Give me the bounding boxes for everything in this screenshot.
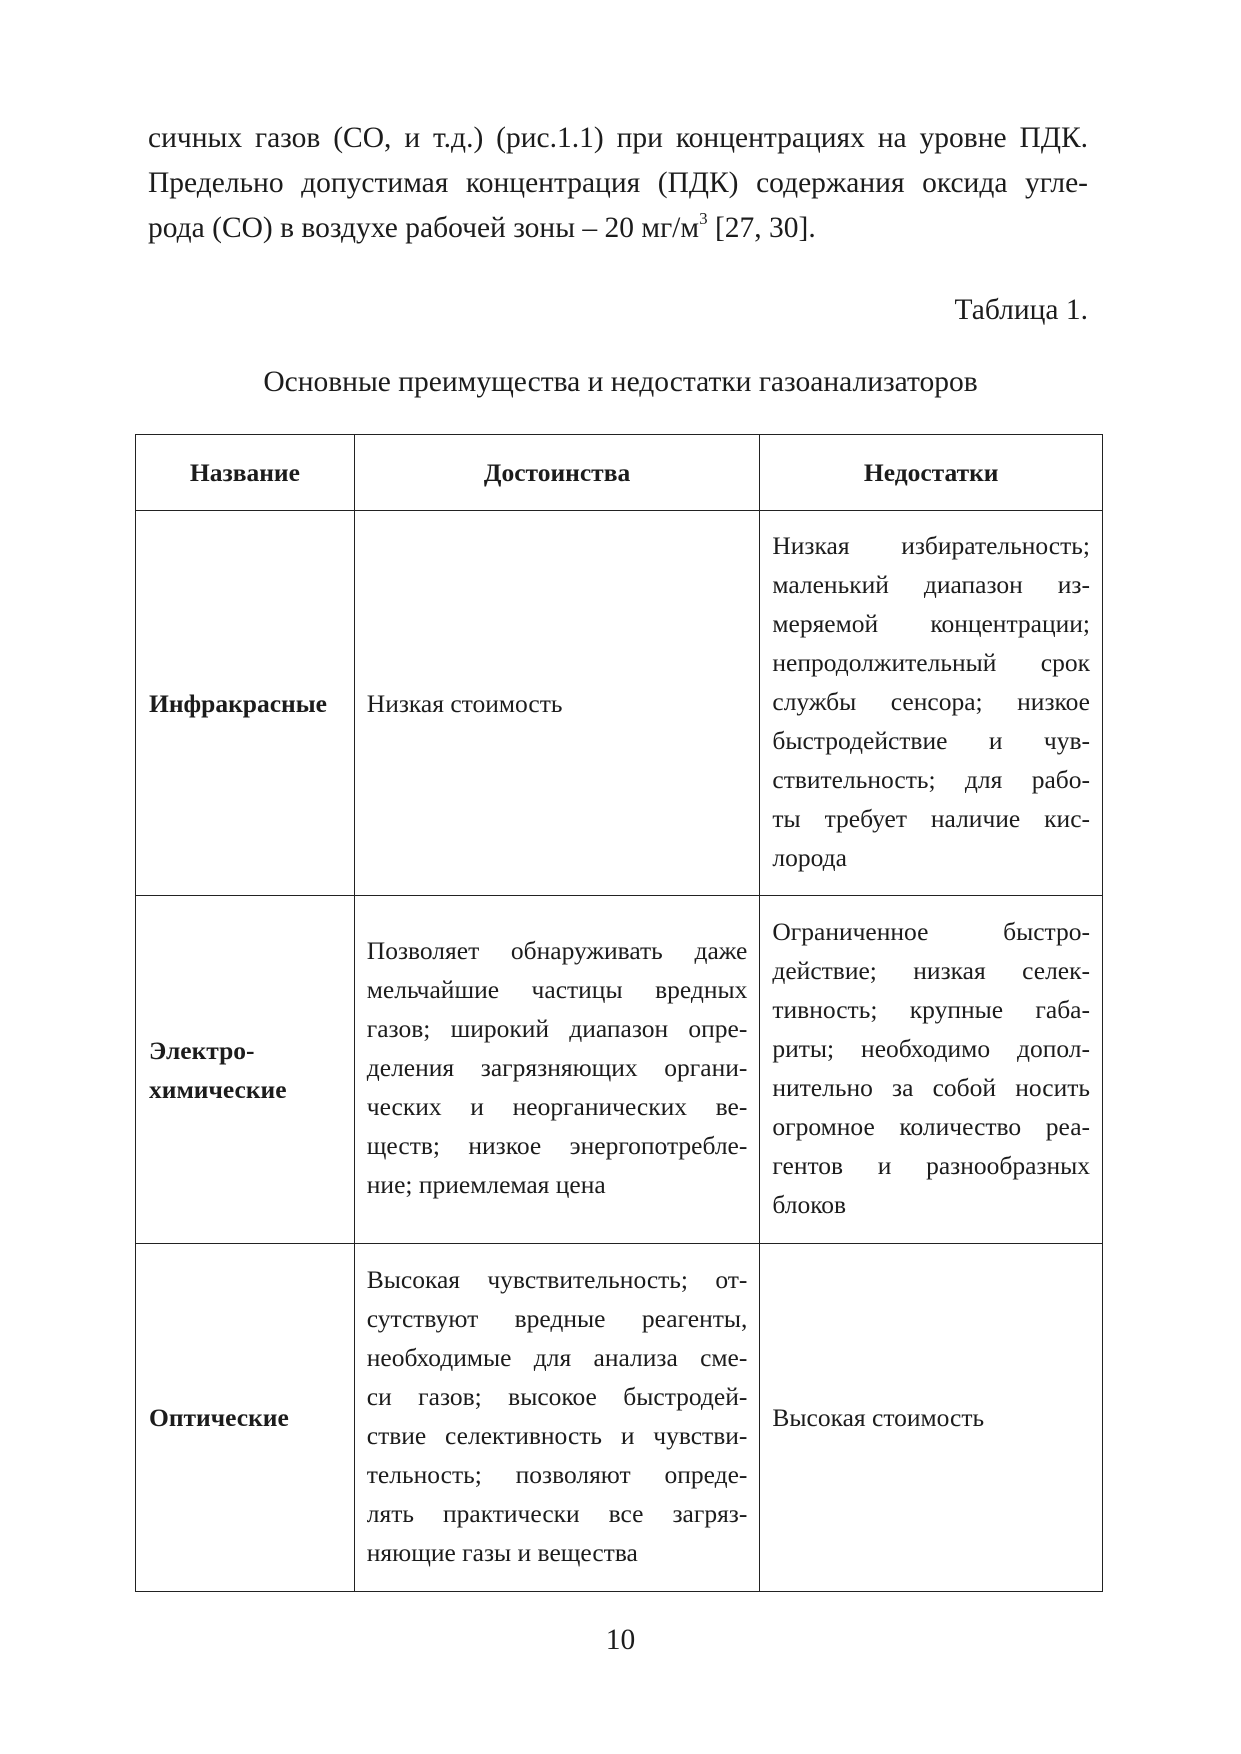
advantages-line: ческих и неорганических ве-: [366, 1092, 748, 1121]
disadvantages-line: ты требует наличие кис-: [772, 803, 1090, 833]
disadvantages-line: гентов и разнообразных: [772, 1150, 1090, 1180]
disadvantages-line: меряемой концентрации;: [772, 608, 1090, 638]
advantages-line: Высокая чувствительность; от-: [366, 1264, 748, 1294]
table-row: [136, 511, 1103, 896]
disadvantages-line: Высокая стоимость: [772, 1403, 985, 1432]
page-number: 10: [605, 1624, 636, 1656]
row-name-line: Оптические: [149, 1403, 289, 1432]
disadvantages-cell: [760, 896, 1103, 1244]
header-name: Название: [136, 435, 355, 511]
row-name-cell: [136, 1244, 355, 1592]
advantages-line: лять практически все загряз-: [366, 1498, 748, 1528]
advantages-line: Низкая стоимость: [366, 688, 563, 718]
advantages-cell: [354, 511, 760, 896]
row-name-cell: [136, 896, 355, 1244]
disadvantages-cell: [760, 511, 1103, 896]
advantages-line: няющие газы и вещества: [366, 1537, 638, 1567]
advantages-cell: [354, 1244, 760, 1592]
advantages-line: необходимые для анализа сме-: [366, 1342, 748, 1372]
advantages-line: ние; приемлемая цена: [366, 1170, 606, 1199]
table-row: [136, 896, 1103, 1244]
disadvantages-line: ствительность; для рабо-: [772, 764, 1090, 794]
advantages-line: ществ; низкое энергопотребле-: [366, 1131, 748, 1160]
row-name-line: Инфракрасные: [149, 688, 327, 718]
disadvantages-line: риты; необходимо допол-: [772, 1033, 1090, 1063]
disadvantages-line: маленький диапазон из-: [772, 569, 1090, 599]
advantages-line: мельчайшие частицы вредных: [366, 975, 748, 1004]
disadvantages-line: тивность; крупные габа-: [772, 994, 1090, 1024]
paragraph-line-2: Предельно допустимая концентрация (ПДК) содержания оксида угле-: [148, 167, 1088, 199]
disadvantages-line: огромное количество реа-: [772, 1111, 1090, 1141]
disadvantages-line: непродолжительный срок: [772, 647, 1090, 677]
gas-analyzers-table: [135, 434, 1103, 1592]
row-name-line: химические: [149, 1074, 287, 1104]
header-disadvantages: Недостатки: [760, 435, 1103, 511]
disadvantages-line: нительно за собой носить: [772, 1072, 1090, 1102]
paragraph-line-3: [148, 206, 1088, 251]
disadvantages-line: лорода: [772, 842, 847, 872]
paragraph-citation: [27, 30].: [707, 212, 816, 244]
disadvantages-line: Ограниченное быстро-: [772, 916, 1090, 946]
row-name-cell: [136, 511, 355, 896]
paragraph-line-3-text: рода (СО) в воздухе рабочей зоны – 20 мг/м: [148, 212, 700, 244]
disadvantages-line: быстродействие и чув-: [772, 725, 1090, 755]
disadvantages-line: службы сенсора; низкое: [772, 686, 1090, 716]
row-name-line: Электро-: [149, 1035, 255, 1065]
disadvantages-line: Низкая избирательность;: [772, 530, 1090, 560]
advantages-line: газов; широкий диапазон опре-: [366, 1014, 748, 1043]
disadvantages-line: действие; низкая селек-: [772, 955, 1090, 985]
advantages-line: деления загрязняющих органи-: [366, 1053, 748, 1082]
table-header-row: [136, 435, 1103, 511]
disadvantages-cell: [760, 1244, 1103, 1592]
advantages-cell: [354, 896, 760, 1244]
table-label: Таблица 1.: [954, 294, 1088, 326]
body-paragraph: [148, 116, 1088, 251]
header-advantages: Достоинства: [354, 435, 760, 511]
advantages-line: ствие селективность и чувстви-: [366, 1420, 748, 1450]
superscript-3: 3: [699, 209, 708, 229]
table-row: [136, 1244, 1103, 1592]
advantages-line: Позволяет обнаруживать даже: [366, 936, 748, 965]
table-caption: Основные преимущества и недостатки газоанализаторов: [263, 366, 978, 398]
disadvantages-line: блоков: [772, 1189, 847, 1219]
advantages-line: сутствуют вредные реагенты,: [366, 1303, 748, 1333]
advantages-line: си газов; высокое быстродей-: [366, 1381, 748, 1411]
paragraph-line-1: сичных газов (СО, и т.д.) (рис.1.1) при концентрациях на уровне ПДК.: [148, 122, 1088, 154]
advantages-line: тельность; позволяют опреде-: [366, 1459, 748, 1489]
